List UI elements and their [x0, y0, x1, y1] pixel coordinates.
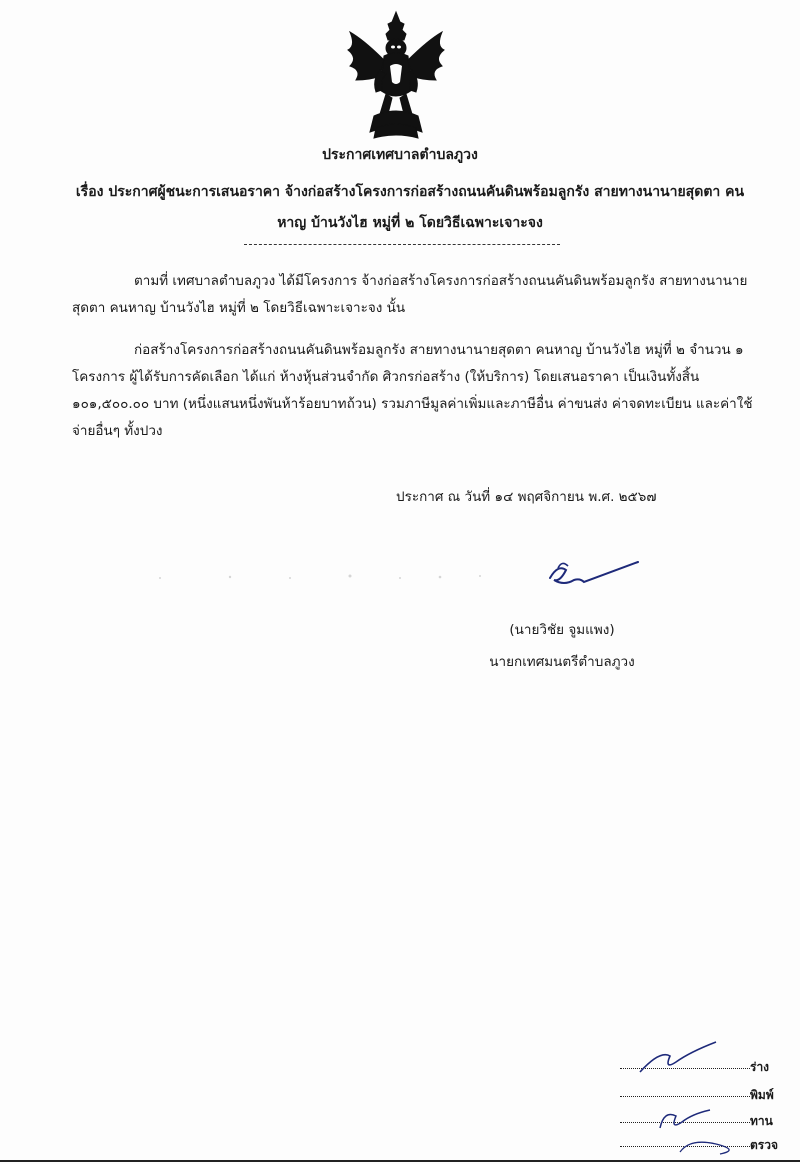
- scan-edge-line: [0, 1160, 800, 1162]
- initials-label: ทาน: [750, 1114, 773, 1128]
- initials-label: พิมพ์: [750, 1088, 774, 1102]
- subject-heading: เรื่อง ประกาศผู้ชนะการเสนอราคา จ้างก่อสร้างโครงการก่อสร้างถนนคันดินพร้อมลูกรัง สายทางนานายสุดตา คนหาญ บ้านวังไฮ หมู่ที่ ๒ โดยวิธีเฉพาะเจาะจง: [75, 184, 745, 231]
- initials-block: [620, 1040, 780, 1155]
- announcement-date: ประกาศ ณ วันที่ ๑๔ พฤศจิกายน พ.ศ. ๒๕๖๗: [396, 489, 657, 505]
- body-paragraph-2: ก่อสร้างโครงการก่อสร้างถนนคันดินพร้อมลูกรัง สายทางนานายสุดตา คนหาญ บ้านวังไฮ หมู่ที่ ๒ จำนวน ๑ โครงการ ผู้ได้รับการคัดเลือก ได้แก่ ห้างหุ้นส่วนจำกัด ศิวกรก่อสร้าง (ให้บริการ) โดยเสนอราคา เป็นเงินทั้งสิ้น ๑๐๑,๕๐๐.๐๐ บาท (หนึ่งแสนหนึ่งพันห้าร้อยบาทถ้วน) รวมภาษีมูลค่าเพิ่มและภาษีอื่น ค่าขนส่ง ค่าจดทะเบียน และค่าใช้จ่ายอื่นๆ ทั้งปวง: [72, 342, 753, 439]
- scan-smudge: [140, 570, 520, 584]
- initials-scribbles: [620, 1040, 780, 1155]
- garuda-emblem-icon: [336, 10, 456, 140]
- handwritten-signature: [540, 556, 640, 596]
- divider: [244, 244, 560, 245]
- initials-label: ตรวจ: [750, 1138, 779, 1152]
- signatory-name: (นายวิชัย จูมแพง): [509, 622, 615, 638]
- issuer-heading: ประกาศเทศบาลตำบลภูวง: [322, 147, 478, 163]
- signatory-title: นายกเทศมนตรีตำบลภูวง: [489, 654, 635, 670]
- initials-label: ร่าง: [750, 1060, 770, 1074]
- body-paragraph-1: ตามที่ เทศบาลตำบลภูวง ได้มีโครงการ จ้างก่อสร้างโครงการก่อสร้างถนนคันดินพร้อมลูกรัง สายทางนานายสุดตา คนหาญ บ้านวังไฮ หมู่ที่ ๒ โดยวิธีเฉพาะเจาะจง นั้น: [72, 273, 748, 316]
